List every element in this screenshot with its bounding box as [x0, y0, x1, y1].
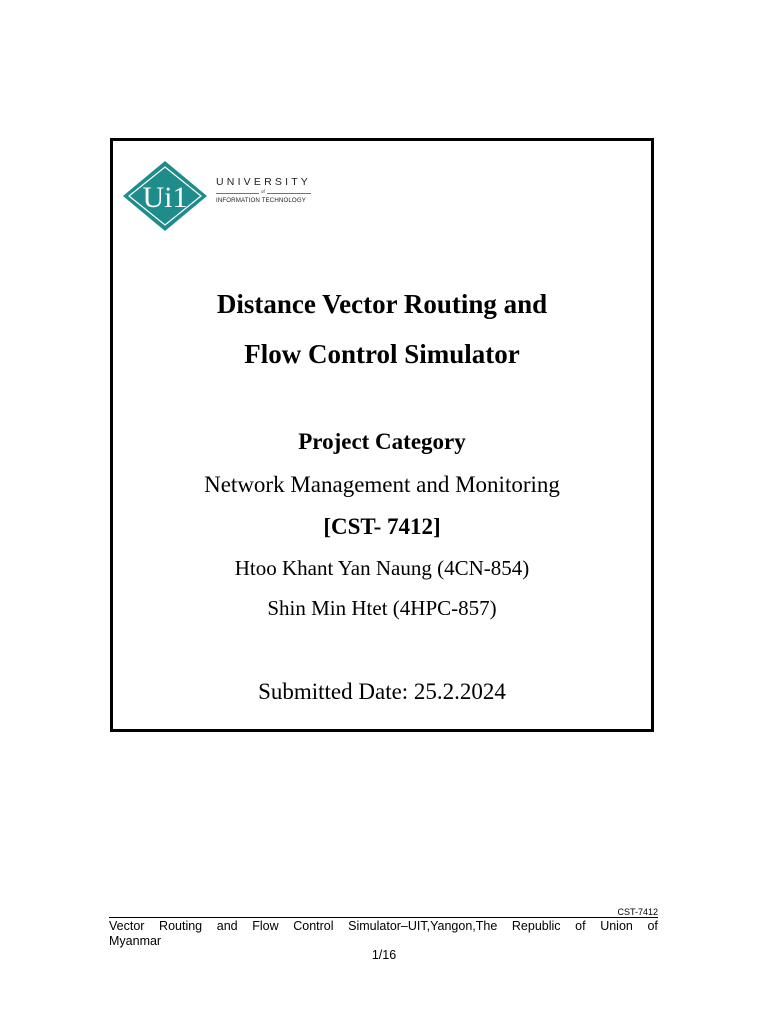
footer-word: Flow: [252, 919, 279, 933]
category-value: Network Management and Monitoring: [204, 472, 560, 497]
author-name: Shin Min Htet (4HPC-857): [267, 596, 497, 620]
logo-subtitle: INFORMATION TECHNOLOGY: [216, 197, 306, 204]
submitted-date: Submitted Date: 25.2.2024: [258, 679, 506, 704]
footer-word: of: [647, 919, 658, 933]
course-code: [CST- 7412]: [323, 514, 441, 539]
footer-text: [109, 919, 658, 949]
cover-frame: [110, 138, 654, 732]
title-line-1: Distance Vector Routing and: [216, 289, 548, 319]
footer-word: Routing: [159, 919, 203, 933]
footer-course-code: CST-7412: [617, 907, 658, 917]
author-name: Htoo Khant Yan Naung (4CN-854): [234, 556, 530, 580]
footer-word: Union: [600, 919, 633, 933]
page-number: 1/16: [371, 948, 397, 962]
footer-word: Republic: [511, 919, 561, 933]
logo-mark-text: Ui1: [142, 181, 188, 214]
category-heading: Project Category: [298, 429, 466, 454]
footer-word: of: [575, 919, 586, 933]
footer-word: Control: [293, 919, 334, 933]
logo-of-text: of: [261, 189, 265, 194]
uit-diamond-icon: [121, 159, 211, 233]
footer-word: and: [216, 919, 238, 933]
footer-line-2: Myanmar: [109, 934, 162, 948]
title-line-2: Flow Control Simulator: [244, 339, 520, 369]
footer-divider: [109, 917, 658, 918]
footer-word: Vector: [109, 919, 145, 933]
logo-university-word: UNIVERSITY: [216, 176, 312, 188]
footer-word: Simulator–UIT,Yangon,The: [348, 919, 498, 933]
university-logo: [121, 159, 321, 233]
footer-line-1: [109, 919, 658, 934]
